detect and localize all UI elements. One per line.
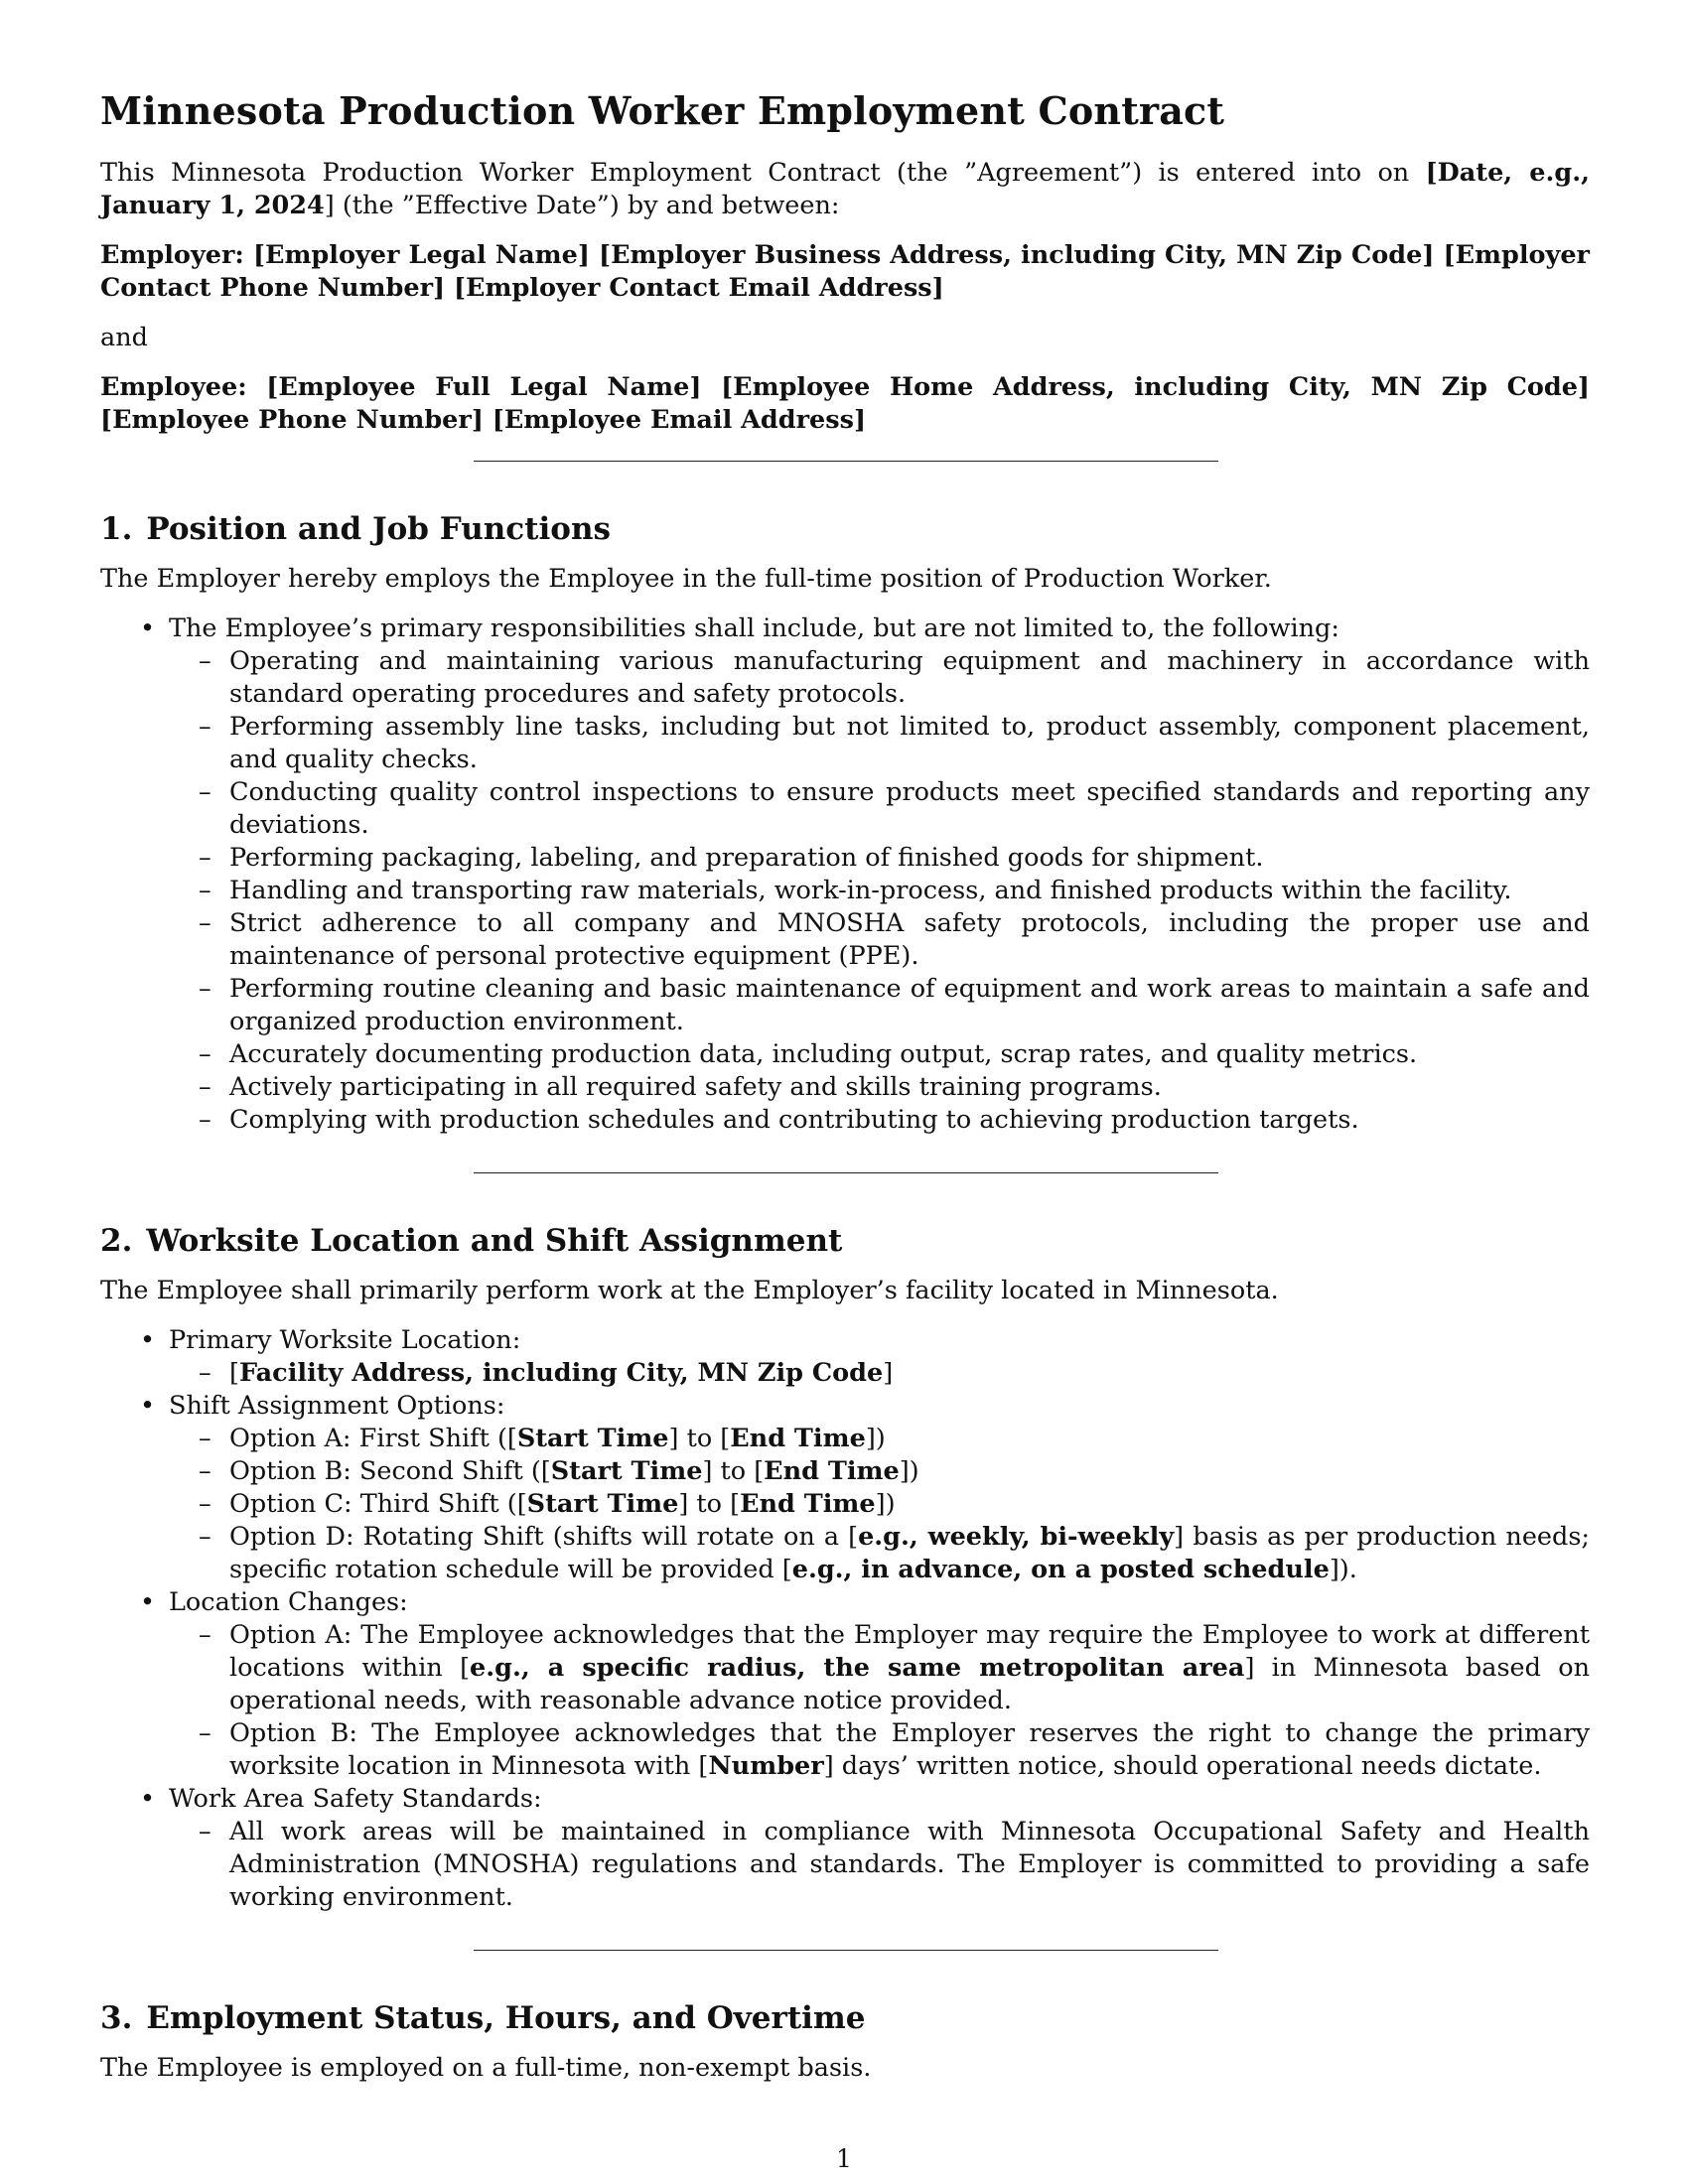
list-item: – Option A: First Shift ([Start Time] to [End Time])	[199, 1424, 886, 1453]
employee-block	[100, 371, 1590, 437]
list-item: – Handling and transporting raw materials, work-in-process, and finished products within the facility.	[199, 876, 1512, 905]
dash-icon: –	[199, 646, 211, 676]
list-item: • Shift Assignment Options: – Option A: First Shift ([Start Time] to [End Time]) – Option B: Second Shift ([Start Time] to [End Time]) – Option C: Third Shift ([Start Time] to [End Time]) – Option D: Rotating Shift (shifts will rotate on a [e.g., weekly, bi-weekly] basis as per production needs; specific rotation schedule will be provided [e.g., in advance, on a posted schedule]).	[140, 1391, 1590, 1584]
date-placeholder: [Date, e.g., January 1, 2024	[100, 158, 1590, 220]
document-page	[100, 87, 1590, 2102]
dash-icon: –	[199, 712, 211, 742]
employer-block	[100, 239, 1590, 305]
employee-label: Employee:	[100, 372, 247, 402]
list-item: – Performing packaging, labeling, and preparation of finished goods for shipment.	[199, 843, 1264, 873]
list-item: – Strict adherence to all company and MNOSHA safety protocols, including the proper use and maintenance of personal protective equipment (PPE).	[199, 908, 1590, 971]
bullet-icon: •	[140, 1325, 156, 1355]
dash-icon: –	[199, 1489, 211, 1519]
and-text: and	[100, 323, 148, 352]
employer-phone: [Employer Contact Phone Number]	[100, 240, 1590, 303]
dash-icon: –	[199, 777, 211, 807]
list-item: – Option B: The Employee acknowledges that the Employer reserves the right to change the primary worksite location in Minnesota with [Number] days’ written notice, should operational needs dictate.	[199, 1718, 1590, 1781]
bullet-icon: •	[140, 614, 156, 643]
employer-legal-name: [Employer Legal Name]	[252, 240, 590, 270]
section-1-heading: 1. Position and Job Functions	[100, 511, 611, 547]
employee-email: [Employee Email Address]	[492, 405, 867, 435]
section-2-intro: The Employee shall primarily perform work at the Employer’s facility located in Minnesota.	[100, 1276, 1279, 1305]
section-2-heading: 2. Worksite Location and Shift Assignment	[100, 1223, 843, 1259]
bullet-icon: •	[140, 1391, 156, 1421]
section-1-list	[100, 613, 1590, 1137]
section-3-intro: The Employee is employed on a full-time, non-exempt basis.	[100, 2053, 872, 2083]
list-item: – Performing assembly line tasks, including but not limited to, product assembly, component placement, and quality checks.	[199, 712, 1590, 774]
employee-address: [Employee Home Address, including City, MN Zip Code]	[721, 372, 1590, 402]
employee-legal-name: [Employee Full Legal Name]	[266, 372, 702, 402]
dash-icon: –	[199, 1817, 211, 1846]
dash-icon: –	[199, 1620, 211, 1650]
list-item: – Option A: The Employee acknowledges that the Employer may require the Employee to work at different locations within [e.g., a specific radius, the same metropolitan area] in Minnesota based on operational needs, with reasonable advance notice provided.	[199, 1620, 1591, 1715]
section-3-heading: 3. Employment Status, Hours, and Overtime	[100, 2000, 866, 2036]
dash-icon: –	[199, 1358, 211, 1388]
employer-address: [Employer Business Address, including City, MN Zip Code]	[599, 240, 1435, 270]
list-item: • The Employee’s primary responsibilities shall include, but are not limited to, the following: – Operating and maintaining various manufacturing equipment and machinery in accordance with standard operating procedures and safety protocols. – Performing assembly line tasks, including but not limited to, product assembly, component placement, and quality checks. – Conducting quality control inspections to ensure products meet specified standards and reporting any deviations. – Performing packaging, labeling, and preparation of finished goods for shipment. – Handling and transporting raw materials, work-in-process, and finished products within the facility. – Strict adherence to all company and MNOSHA safety protocols, including the proper use and maintenance of personal protective equipment (PPE). – Performing routine cleaning and basic maintenance of equipment and work areas to maintain a safe and organized production environment. – Accurately documenting production data, including output, scrap rates, and quality metrics. – Actively participating in all required safety and skills training programs. – Complying with production schedules and contributing to achieving production targets.	[140, 614, 1590, 1135]
list-item: – Actively participating in all required safety and skills training programs.	[199, 1072, 1162, 1102]
employee-phone: [Employee Phone Number]	[100, 405, 484, 435]
facility-address-placeholder: Facility Address, including City, MN Zip Code	[238, 1358, 884, 1388]
list-item: • Location Changes: – Option A: The Employee acknowledges that the Employer may require the Employee to work at different locations within [e.g., a specific radius, the same metropolitan area] in Minnesota based on operational needs, with reasonable advance notice provided. – Option B: The Employee acknowledges that the Employer reserves the right to change the primary worksite location in Minnesota with [Number] days’ written notice, should operational needs dictate.	[140, 1587, 1591, 1781]
section-2-list	[100, 1324, 1590, 1914]
dash-icon: –	[199, 843, 211, 873]
employer-email: [Employer Contact Email Address]	[453, 273, 944, 303]
list-item: – Option D: Rotating Shift (shifts will rotate on a [e.g., weekly, bi-weekly] basis as per production needs; specific rotation schedule will be provided [e.g., in advance, on a posted schedule]).	[199, 1522, 1590, 1584]
dash-icon: –	[199, 1072, 211, 1102]
document-title: Minnesota Production Worker Employment Contract	[100, 88, 1225, 133]
dash-icon: –	[199, 1039, 211, 1069]
dash-icon: –	[199, 876, 211, 905]
list-item: – Performing routine cleaning and basic maintenance of equipment and work areas to maintain a safe and organized production environment.	[199, 974, 1590, 1036]
list-item: – Accurately documenting production data, including output, scrap rates, and quality metrics.	[199, 1039, 1418, 1069]
list-item: – Option C: Third Shift ([Start Time] to [End Time])	[199, 1489, 896, 1519]
bullet-icon: •	[140, 1784, 156, 1814]
employer-label: Employer:	[100, 240, 244, 270]
list-item: • Work Area Safety Standards: – All work areas will be maintained in compliance with Minnesota Occupational Safety and Health Administration (MNOSHA) regulations and standards. The Employer is committed to providing a safe working environment.	[140, 1784, 1590, 1912]
list-item: – All work areas will be maintained in compliance with Minnesota Occupational Safety and Health Administration (MNOSHA) regulations and standards. The Employer is committed to providing a safe working environment.	[199, 1817, 1590, 1912]
dash-icon: –	[199, 974, 211, 1004]
dash-icon: –	[199, 1456, 211, 1486]
dash-icon: –	[199, 1424, 211, 1453]
bullet-icon: •	[140, 1587, 156, 1617]
list-item: • Primary Worksite Location: – [Facility Address, including City, MN Zip Code]	[100, 1324, 1590, 1390]
dash-icon: –	[199, 908, 211, 938]
dash-icon: –	[199, 1522, 211, 1552]
intro-paragraph: This Minnesota Production Worker Employment Contract (the ”Agreement”) is entered into on [Date, e.g., January 1, 2024] (the ”Effective Date”) by and between:	[100, 158, 1590, 220]
list-item: – Option B: Second Shift ([Start Time] to [End Time])	[199, 1456, 919, 1486]
list-item: – Conducting quality control inspections to ensure products meet specified standards and reporting any deviations.	[199, 777, 1590, 840]
list-item: – Operating and maintaining various manufacturing equipment and machinery in accordance with standard operating procedures and safety protocols.	[199, 646, 1590, 709]
list-item: – [Facility Address, including City, MN Zip Code]	[199, 1358, 894, 1388]
dash-icon: –	[199, 1105, 211, 1135]
page-number: 1	[836, 2144, 852, 2173]
dash-icon: –	[199, 1718, 211, 1748]
list-item: – Complying with production schedules and contributing to achieving production targets.	[199, 1105, 1359, 1135]
section-1-intro: The Employer hereby employs the Employee in the full-time position of Production Worker.	[100, 564, 1272, 594]
